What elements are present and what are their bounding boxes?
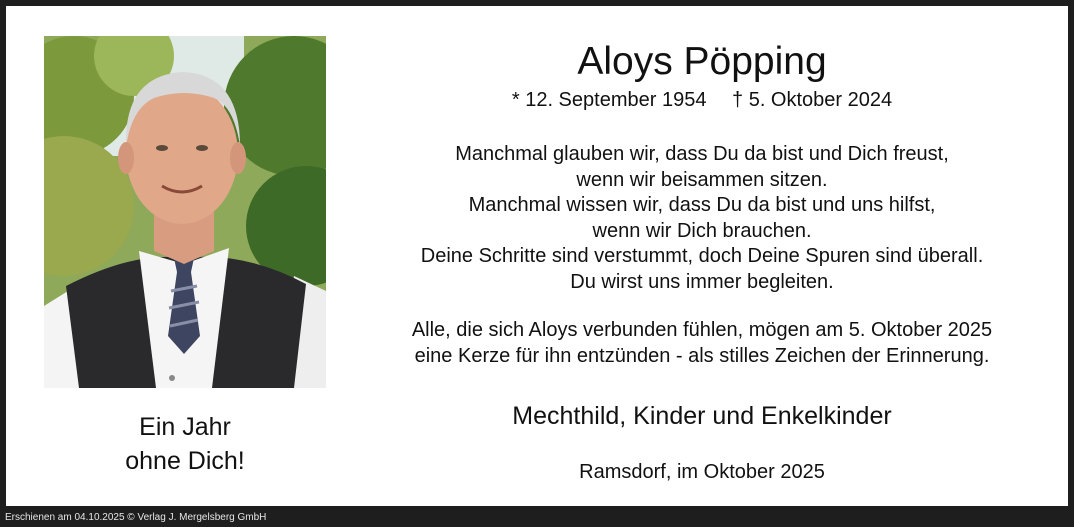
caption-line: ohne Dich! xyxy=(125,447,245,475)
place-and-date: Ramsdorf, im Oktober 2025 xyxy=(579,461,825,483)
message-line: Alle, die sich Aloys verbunden fühlen, mögen am 5. Oktober 2025 xyxy=(411,319,993,341)
poem-line: wenn wir Dich brauchen. xyxy=(592,219,812,242)
deceased-name: Aloys Pöpping xyxy=(577,40,827,83)
publication-footer: Erschienen am 04.10.2025 © Verlag J. Mergelsberg GmbH xyxy=(5,512,267,523)
caption-line: Ein Jahr xyxy=(139,413,231,441)
birth-date: * 12. September 1954 xyxy=(511,89,707,111)
mourners-signature: Mechthild, Kinder und Enkelkinder xyxy=(512,402,892,430)
death-date: † 5. Oktober 2024 xyxy=(732,89,893,111)
poem-line: Manchmal wissen wir, dass Du da bist und uns hilfst, xyxy=(468,194,936,216)
poem-line: Manchmal glauben wir, dass Du da bist und Dich freust, xyxy=(455,143,949,165)
poem-line: Deine Schritte sind verstummt, doch Deine Spuren sind überall. xyxy=(420,245,984,267)
memorial-poem xyxy=(336,142,1068,295)
obituary-card xyxy=(6,6,1068,506)
poem-line: Du wirst uns immer begleiten. xyxy=(570,270,834,293)
portrait-photo xyxy=(44,36,326,388)
anniversary-caption xyxy=(44,410,326,478)
life-dates xyxy=(336,88,1068,112)
candle-message xyxy=(336,317,1068,369)
poem-line: wenn wir beisammen sitzen. xyxy=(576,168,828,191)
message-line: eine Kerze für ihn entzünden - als stilles Zeichen der Erinnerung. xyxy=(414,345,990,367)
